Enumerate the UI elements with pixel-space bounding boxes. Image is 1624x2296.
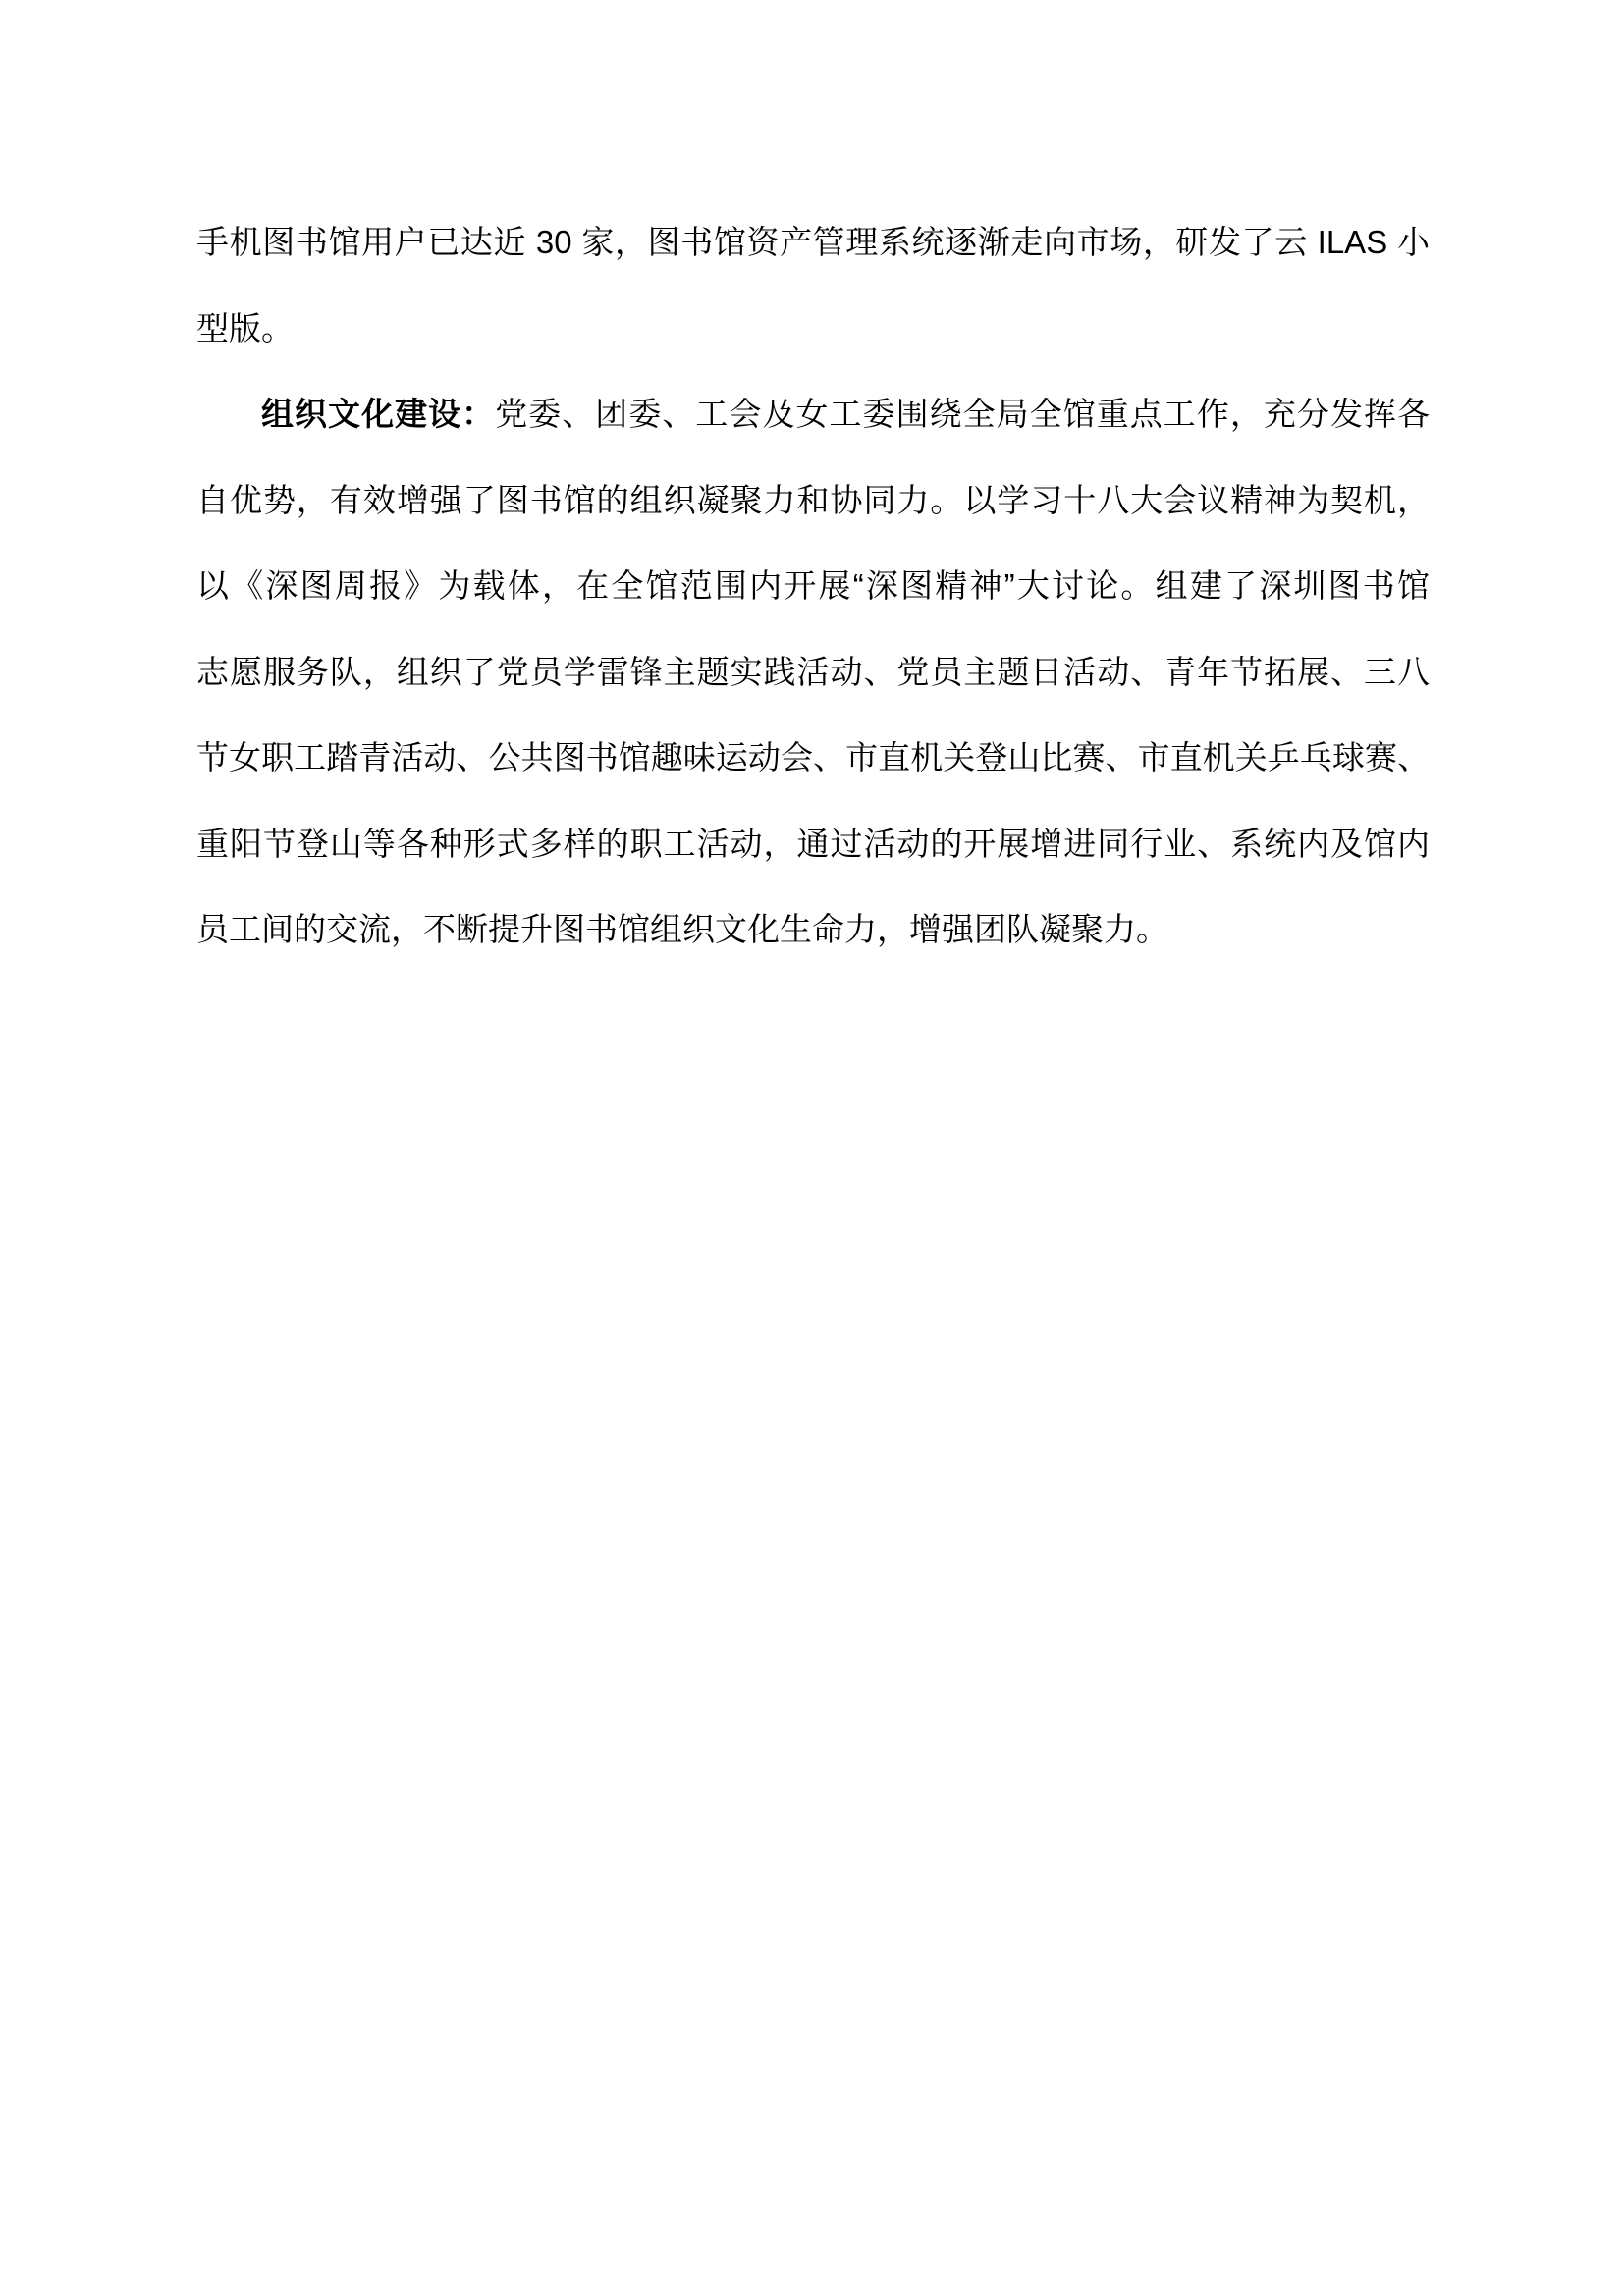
text-run: 以《深图周报》为载体，在全馆范围内开展“深图精神”大讨论。组建了深圳图书馆 [196,567,1430,604]
text-run: 志愿服务队，组织了党员学雷锋主题实践活动、党员主题日活动、青年节拓展、三八 [196,653,1430,690]
text-run: 员工间的交流，不断提升图书馆组织文化生命力，增强团队凝聚力。 [196,911,1168,947]
text-run: 重阳节登山等各种形式多样的职工活动，通过活动的开展增进同行业、系统内及馆内 [196,825,1430,862]
text-run: 手机图书馆用户已达近 30 家，图书馆资产管理系统逐渐走向市场，研发了云 ILAS 小 [196,224,1430,260]
text-run: 节女职工踏青活动、公共图书馆趣味运动会、市直机关登山比赛、市直机关乒乓球赛、 [196,739,1430,775]
text-line [196,886,1430,973]
text-line [196,199,1430,286]
text-line [196,457,1430,544]
text-line [196,801,1430,887]
text-line [196,286,1430,372]
bold-text-run: 组织文化建设： [261,396,496,432]
paragraph-2 [196,371,1430,973]
text-line [196,629,1430,716]
text-run: 党委、团委、工会及女工委围绕全局全馆重点工作，充分发挥各 [495,396,1431,432]
document-content [196,199,1430,973]
paragraph-1 [196,199,1430,371]
text-line [196,543,1430,629]
text-run: 型版。 [196,309,294,347]
text-line [196,715,1430,801]
text-run: 自优势，有效增强了图书馆的组织凝聚力和协同力。以学习十八大会议精神为契机， [196,481,1430,518]
text-line [196,371,1430,457]
